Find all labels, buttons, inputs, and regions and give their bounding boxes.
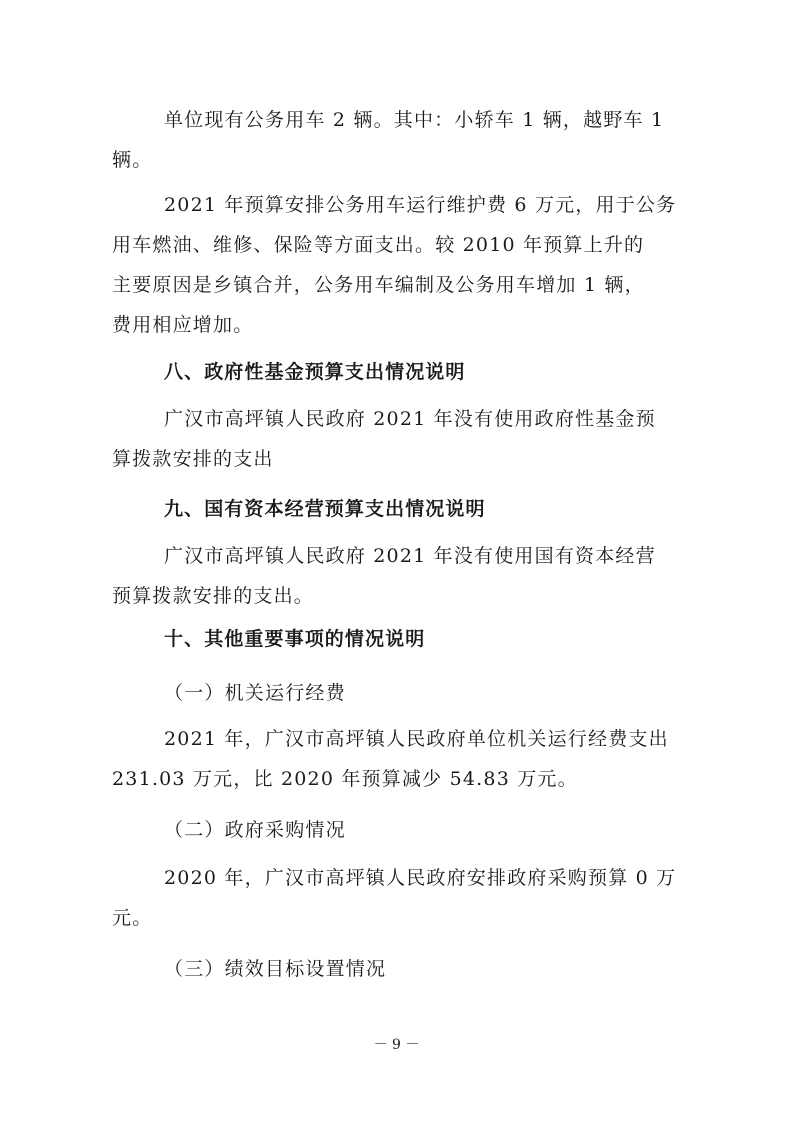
- paragraph-line: 231.03 万元，比 2020 年预算减少 54.83 万元。: [112, 768, 578, 790]
- section-heading: 十、其他重要事项的情况说明: [164, 628, 426, 650]
- paragraph-line: 广汉市高坪镇人民政府 2021 年没有使用政府性基金预: [164, 408, 656, 430]
- paragraph-line: 元。: [112, 907, 153, 929]
- paragraph-line: 2021 年预算安排公务用车运行维护费 6 万元，用于公务: [164, 194, 677, 216]
- subsection-heading: （一）机关运行经费: [164, 682, 346, 704]
- paragraph-line: 用车燃油、维修、保险等方面支出。较 2010 年预算上升的: [112, 234, 645, 256]
- paragraph-line: 广汉市高坪镇人民政府 2021 年没有使用国有资本经营: [164, 545, 656, 567]
- paragraph-line: 辆。: [112, 149, 153, 171]
- paragraph-line: 费用相应增加。: [112, 314, 254, 336]
- paragraph-line: 2020 年，广汉市高坪镇人民政府安排政府采购预算 0 万: [164, 867, 677, 889]
- paragraph-line: 单位现有公务用车 2 辆。其中：小轿车 1 辆，越野车 1: [164, 109, 665, 131]
- paragraph-line: 2021 年，广汉市高坪镇人民政府单位机关运行经费支出: [164, 728, 669, 750]
- paragraph-line: 算拨款安排的支出: [112, 448, 274, 470]
- section-heading: 九、国有资本经营预算支出情况说明: [164, 498, 486, 520]
- page-number: － 9 －: [373, 1037, 420, 1053]
- paragraph-line: 主要原因是乡镇合并，公务用车编制及公务用车增加 1 辆，: [112, 274, 645, 296]
- subsection-heading: （三）绩效目标设置情况: [164, 958, 387, 980]
- paragraph-line: 预算拨款安排的支出。: [112, 585, 315, 607]
- section-heading: 八、政府性基金预算支出情况说明: [164, 361, 466, 383]
- subsection-heading: （二）政府采购情况: [164, 819, 346, 841]
